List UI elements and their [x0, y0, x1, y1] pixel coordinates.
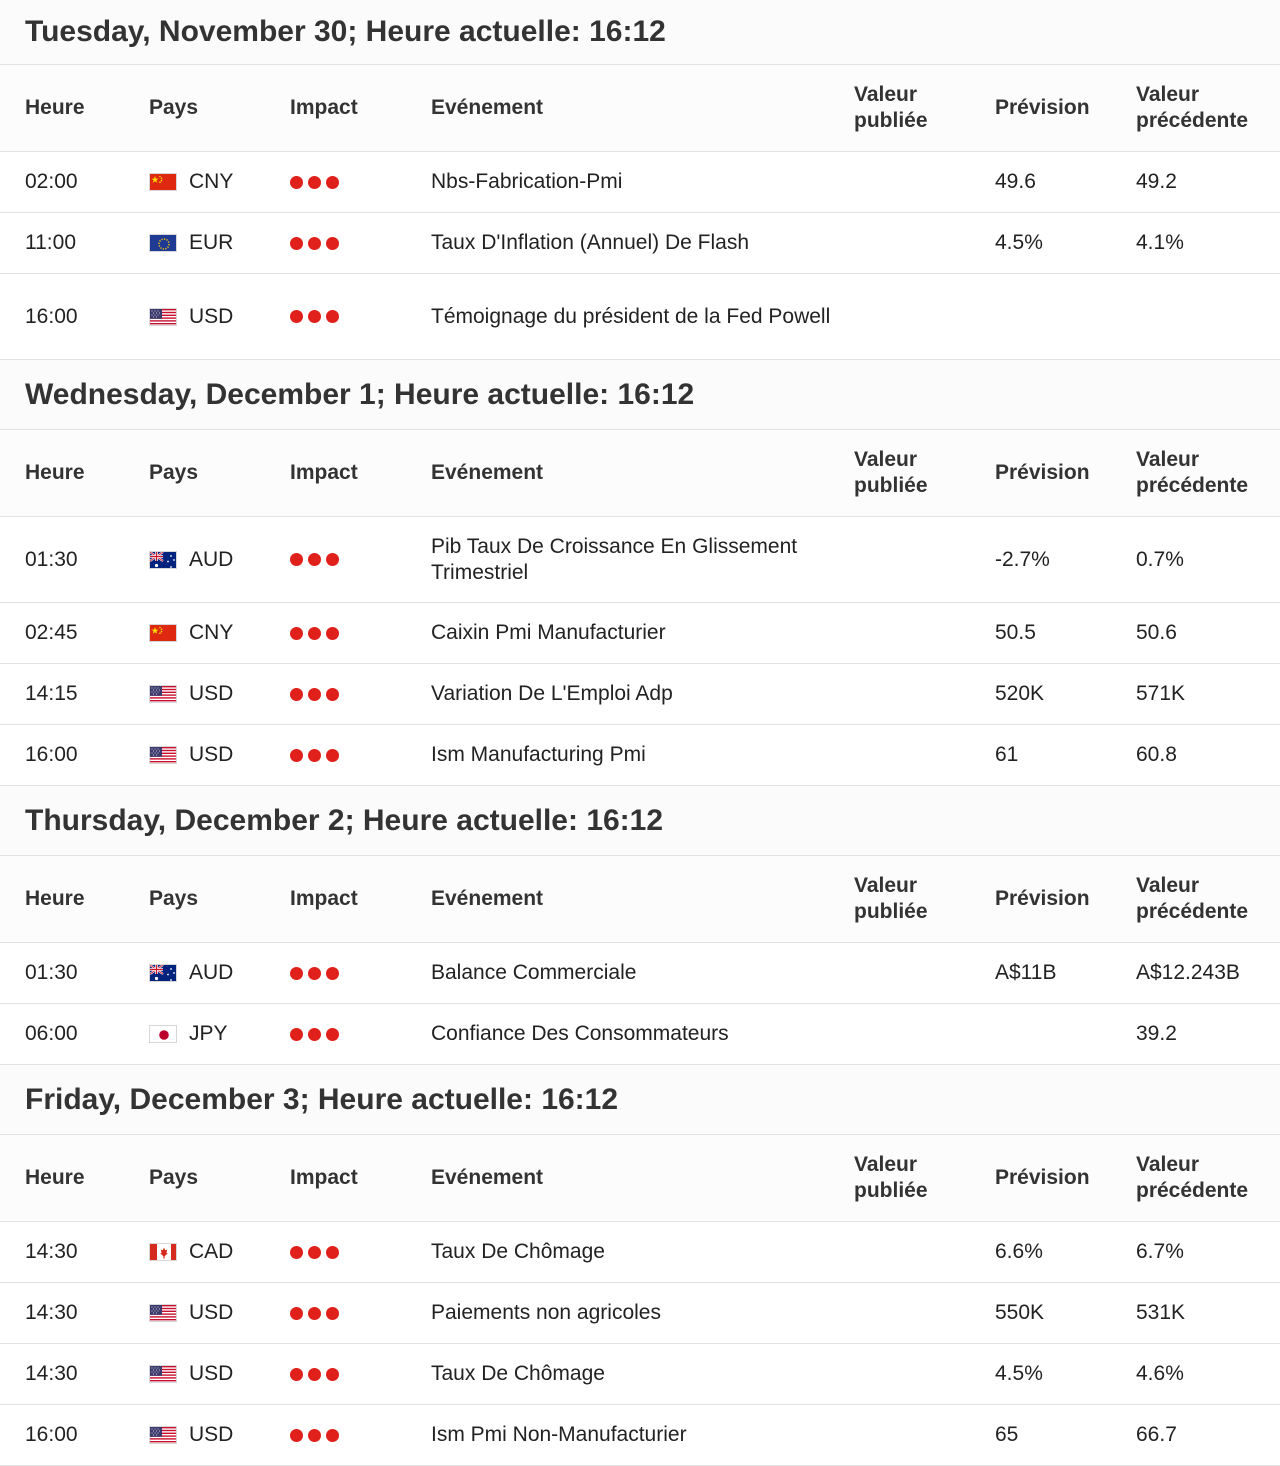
event-name[interactable]: Ism Manufacturing Pmi — [431, 742, 854, 768]
event-previous: 39.2 — [1136, 1022, 1280, 1046]
impact-dot-icon — [308, 310, 321, 323]
impact-dot-icon — [326, 1307, 339, 1320]
event-previous: 49.2 — [1136, 170, 1280, 194]
event-country — [149, 305, 290, 329]
table-header-row — [0, 1135, 1280, 1222]
table-header-row — [0, 430, 1280, 517]
table-header-row — [0, 65, 1280, 152]
event-country — [149, 743, 290, 767]
impact-dot-icon — [326, 688, 339, 701]
day-section — [0, 1065, 1280, 1466]
event-previous: 0.7% — [1136, 548, 1280, 572]
impact-dot-icon — [326, 237, 339, 250]
impact-indicator — [290, 1028, 431, 1041]
impact-dot-icon — [326, 176, 339, 189]
impact-dot-icon — [290, 310, 303, 323]
impact-dot-icon — [290, 749, 303, 762]
currency-code: JPY — [189, 1022, 228, 1046]
event-previous: 6.7% — [1136, 1240, 1280, 1264]
event-country — [149, 961, 290, 985]
event-row[interactable] — [0, 152, 1280, 213]
impact-dot-icon — [290, 1429, 303, 1442]
impact-dot-icon — [308, 688, 321, 701]
event-time: 16:00 — [0, 305, 149, 329]
event-country — [149, 682, 290, 706]
event-name[interactable]: Balance Commerciale — [431, 960, 854, 986]
event-country — [149, 231, 290, 255]
event-forecast: -2.7% — [995, 548, 1136, 572]
impact-indicator — [290, 237, 431, 250]
day-section — [0, 786, 1280, 1065]
event-time: 01:30 — [0, 961, 149, 985]
column-header-actual: Valeur publiée — [854, 82, 995, 134]
event-forecast: A$11B — [995, 961, 1136, 985]
event-previous: 4.6% — [1136, 1362, 1280, 1386]
event-row[interactable] — [0, 517, 1280, 603]
event-row[interactable] — [0, 274, 1280, 360]
column-header-actual: Valeur publiée — [854, 1152, 995, 1204]
impact-indicator — [290, 688, 431, 701]
impact-dot-icon — [326, 1368, 339, 1381]
column-header-previous: Valeur précédente — [1136, 873, 1280, 925]
impact-dot-icon — [290, 967, 303, 980]
impact-dot-icon — [326, 749, 339, 762]
impact-dot-icon — [290, 1028, 303, 1041]
event-name[interactable]: Variation De L'Emploi Adp — [431, 681, 854, 707]
day-title: Thursday, December 2; Heure actuelle: 16:12 — [0, 786, 1280, 856]
us-flag-icon — [149, 1365, 177, 1383]
us-flag-icon — [149, 1426, 177, 1444]
impact-dot-icon — [308, 749, 321, 762]
currency-code: AUD — [189, 961, 233, 985]
event-time: 11:00 — [0, 231, 149, 255]
event-previous: 50.6 — [1136, 621, 1280, 645]
impact-dot-icon — [308, 1028, 321, 1041]
day-title: Tuesday, November 30; Heure actuelle: 16:12 — [0, 0, 1280, 65]
impact-indicator — [290, 1429, 431, 1442]
column-header-event: Evénement — [431, 1165, 854, 1191]
column-header-forecast: Prévision — [995, 886, 1136, 912]
event-row[interactable] — [0, 1004, 1280, 1065]
currency-code: USD — [189, 1301, 233, 1325]
impact-dot-icon — [326, 627, 339, 640]
column-header-country: Pays — [149, 95, 290, 121]
impact-dot-icon — [308, 1429, 321, 1442]
eu-flag-icon — [149, 234, 177, 252]
impact-dot-icon — [308, 1368, 321, 1381]
impact-dot-icon — [290, 176, 303, 189]
event-name[interactable]: Paiements non agricoles — [431, 1300, 854, 1326]
impact-dot-icon — [290, 688, 303, 701]
au-flag-icon — [149, 551, 177, 569]
impact-indicator — [290, 1307, 431, 1320]
event-forecast: 6.6% — [995, 1240, 1136, 1264]
event-row[interactable] — [0, 725, 1280, 786]
column-header-forecast: Prévision — [995, 1165, 1136, 1191]
impact-dot-icon — [290, 1307, 303, 1320]
event-forecast: 50.5 — [995, 621, 1136, 645]
event-forecast: 4.5% — [995, 231, 1136, 255]
event-previous: 60.8 — [1136, 743, 1280, 767]
event-country — [149, 170, 290, 194]
event-name[interactable]: Taux De Chômage — [431, 1361, 854, 1387]
column-header-time: Heure — [0, 886, 149, 912]
impact-dot-icon — [308, 237, 321, 250]
event-time: 01:30 — [0, 548, 149, 572]
event-time: 16:00 — [0, 1423, 149, 1447]
event-forecast: 4.5% — [995, 1362, 1136, 1386]
event-previous: 4.1% — [1136, 231, 1280, 255]
impact-indicator — [290, 176, 431, 189]
impact-dot-icon — [326, 310, 339, 323]
event-forecast: 49.6 — [995, 170, 1136, 194]
event-forecast: 61 — [995, 743, 1136, 767]
table-header-row — [0, 856, 1280, 943]
event-country — [149, 1423, 290, 1447]
event-forecast: 520K — [995, 682, 1136, 706]
column-header-previous: Valeur précédente — [1136, 447, 1280, 499]
impact-dot-icon — [308, 1307, 321, 1320]
impact-dot-icon — [290, 237, 303, 250]
event-time: 14:30 — [0, 1362, 149, 1386]
column-header-impact: Impact — [290, 886, 431, 912]
impact-dot-icon — [326, 553, 339, 566]
event-country — [149, 1362, 290, 1386]
column-header-event: Evénement — [431, 95, 854, 121]
event-name[interactable]: Taux D'Inflation (Annuel) De Flash — [431, 230, 854, 256]
day-title: Wednesday, December 1; Heure actuelle: 16:12 — [0, 360, 1280, 430]
event-time: 06:00 — [0, 1022, 149, 1046]
jp-flag-icon — [149, 1025, 177, 1043]
impact-indicator — [290, 749, 431, 762]
event-time: 02:45 — [0, 621, 149, 645]
currency-code: USD — [189, 682, 233, 706]
currency-code: USD — [189, 743, 233, 767]
impact-dot-icon — [290, 627, 303, 640]
event-forecast: 550K — [995, 1301, 1136, 1325]
column-header-forecast: Prévision — [995, 95, 1136, 121]
event-row[interactable] — [0, 1222, 1280, 1283]
impact-dot-icon — [308, 627, 321, 640]
day-section — [0, 0, 1280, 360]
day-section — [0, 360, 1280, 786]
column-header-country: Pays — [149, 460, 290, 486]
us-flag-icon — [149, 1304, 177, 1322]
event-name[interactable]: Caixin Pmi Manufacturier — [431, 620, 854, 646]
currency-code: USD — [189, 305, 233, 329]
event-previous: A$12.243B — [1136, 961, 1280, 985]
event-name[interactable]: Confiance Des Consommateurs — [431, 1021, 854, 1047]
event-forecast: 65 — [995, 1423, 1136, 1447]
event-name[interactable]: Ism Pmi Non-Manufacturier — [431, 1422, 854, 1448]
impact-dot-icon — [326, 1028, 339, 1041]
event-previous: 66.7 — [1136, 1423, 1280, 1447]
impact-dot-icon — [308, 1246, 321, 1259]
impact-dot-icon — [290, 553, 303, 566]
impact-indicator — [290, 553, 431, 566]
event-row[interactable] — [0, 1405, 1280, 1466]
au-flag-icon — [149, 964, 177, 982]
ca-flag-icon — [149, 1243, 177, 1261]
event-name[interactable]: Pib Taux De Croissance En Glissement Trimestriel — [431, 534, 854, 586]
currency-code: CAD — [189, 1240, 233, 1264]
event-row[interactable] — [0, 1344, 1280, 1405]
column-header-previous: Valeur précédente — [1136, 1152, 1280, 1204]
event-country — [149, 1022, 290, 1046]
impact-dot-icon — [326, 967, 339, 980]
event-country — [149, 1240, 290, 1264]
us-flag-icon — [149, 685, 177, 703]
event-name[interactable]: Nbs-Fabrication-Pmi — [431, 169, 854, 195]
column-header-time: Heure — [0, 1165, 149, 1191]
column-header-actual: Valeur publiée — [854, 447, 995, 499]
event-time: 14:15 — [0, 682, 149, 706]
day-title: Friday, December 3; Heure actuelle: 16:12 — [0, 1065, 1280, 1135]
cn-flag-icon — [149, 624, 177, 642]
column-header-impact: Impact — [290, 460, 431, 486]
impact-dot-icon — [308, 967, 321, 980]
currency-code: CNY — [189, 170, 233, 194]
currency-code: USD — [189, 1423, 233, 1447]
event-row[interactable] — [0, 603, 1280, 664]
impact-dot-icon — [308, 176, 321, 189]
impact-indicator — [290, 967, 431, 980]
column-header-time: Heure — [0, 95, 149, 121]
impact-indicator — [290, 627, 431, 640]
currency-code: USD — [189, 1362, 233, 1386]
column-header-forecast: Prévision — [995, 460, 1136, 486]
event-country — [149, 621, 290, 645]
currency-code: CNY — [189, 621, 233, 645]
event-row[interactable] — [0, 1283, 1280, 1344]
us-flag-icon — [149, 308, 177, 326]
event-time: 02:00 — [0, 170, 149, 194]
event-row[interactable] — [0, 943, 1280, 1004]
column-header-country: Pays — [149, 1165, 290, 1191]
column-header-event: Evénement — [431, 460, 854, 486]
event-country — [149, 1301, 290, 1325]
currency-code: AUD — [189, 548, 233, 572]
impact-dot-icon — [308, 553, 321, 566]
impact-dot-icon — [326, 1246, 339, 1259]
event-row[interactable] — [0, 664, 1280, 725]
event-previous: 531K — [1136, 1301, 1280, 1325]
event-row[interactable] — [0, 213, 1280, 274]
impact-dot-icon — [290, 1368, 303, 1381]
impact-dot-icon — [326, 1429, 339, 1442]
column-header-actual: Valeur publiée — [854, 873, 995, 925]
impact-indicator — [290, 310, 431, 323]
currency-code: EUR — [189, 231, 233, 255]
column-header-impact: Impact — [290, 1165, 431, 1191]
event-name[interactable]: Taux De Chômage — [431, 1239, 854, 1265]
column-header-time: Heure — [0, 460, 149, 486]
cn-flag-icon — [149, 173, 177, 191]
event-time: 14:30 — [0, 1301, 149, 1325]
impact-indicator — [290, 1246, 431, 1259]
column-header-country: Pays — [149, 886, 290, 912]
column-header-previous: Valeur précédente — [1136, 82, 1280, 134]
us-flag-icon — [149, 746, 177, 764]
event-country — [149, 548, 290, 572]
event-name[interactable]: Témoignage du président de la Fed Powell — [431, 304, 854, 330]
column-header-event: Evénement — [431, 886, 854, 912]
impact-dot-icon — [290, 1246, 303, 1259]
event-previous: 571K — [1136, 682, 1280, 706]
event-time: 14:30 — [0, 1240, 149, 1264]
impact-indicator — [290, 1368, 431, 1381]
event-time: 16:00 — [0, 743, 149, 767]
column-header-impact: Impact — [290, 95, 431, 121]
